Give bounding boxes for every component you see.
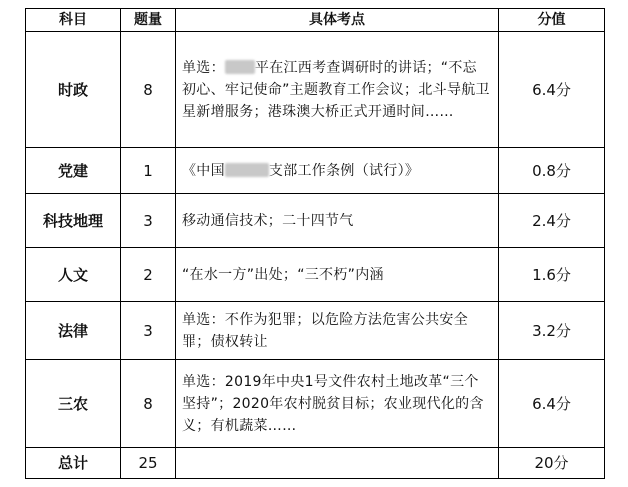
points-cell: “在水一方”出处；“三不朽”内涵 [176,248,499,302]
redacted-mark [225,163,269,177]
subject-cell: 法律 [26,302,121,360]
count-cell: 3 [121,194,176,248]
points-text: 单选： [182,59,225,76]
subject-cell: 三农 [26,360,121,448]
score-cell: 1.6分 [499,248,605,302]
table-row [26,32,605,148]
count-cell: 8 [121,32,176,148]
subject-cell: 科技地理 [26,194,121,248]
points-cell: 移动通信技术；二十四节气 [176,194,499,248]
table-header-row [26,9,605,32]
points-text: 平在江西考查调研时的讲话；“不忘初心、牢记使命”主题教育工作会议；北斗导航卫星新增服务；港珠澳大桥正式开通时间…… [182,59,490,120]
points-cell: 单选：2019年中央1号文件农村土地改革“三个坚持”；2020年农村脱贫目标；农业现代化的含义；有机蔬菜…… [176,360,499,448]
total-row [26,448,605,479]
table-row [26,360,605,448]
score-cell: 0.8分 [499,148,605,194]
table-row [26,148,605,194]
table-row [26,194,605,248]
exam-points-table [25,8,605,479]
table-row [26,302,605,360]
points-text: 《中国 [182,162,225,179]
score-cell: 6.4分 [499,32,605,148]
score-cell: 3.2分 [499,302,605,360]
header-points: 具体考点 [176,9,499,32]
header-subject: 科目 [26,9,121,32]
count-cell: 3 [121,302,176,360]
points-cell [176,32,499,148]
subject-cell: 时政 [26,32,121,148]
points-cell [176,148,499,194]
count-cell: 2 [121,248,176,302]
table-row [26,248,605,302]
header-score: 分值 [499,9,605,32]
score-cell: 2.4分 [499,194,605,248]
subject-cell: 党建 [26,148,121,194]
points-cell [176,448,499,479]
subject-cell: 总计 [26,448,121,479]
count-cell: 25 [121,448,176,479]
points-cell: 单选：不作为犯罪；以危险方法危害公共安全罪；债权转让 [176,302,499,360]
count-cell: 1 [121,148,176,194]
score-cell: 20分 [499,448,605,479]
header-count: 题量 [121,9,176,32]
redacted-mark [225,60,255,74]
points-text: 支部工作条例（试行）》 [268,162,420,179]
score-cell: 6.4分 [499,360,605,448]
count-cell: 8 [121,360,176,448]
subject-cell: 人文 [26,248,121,302]
